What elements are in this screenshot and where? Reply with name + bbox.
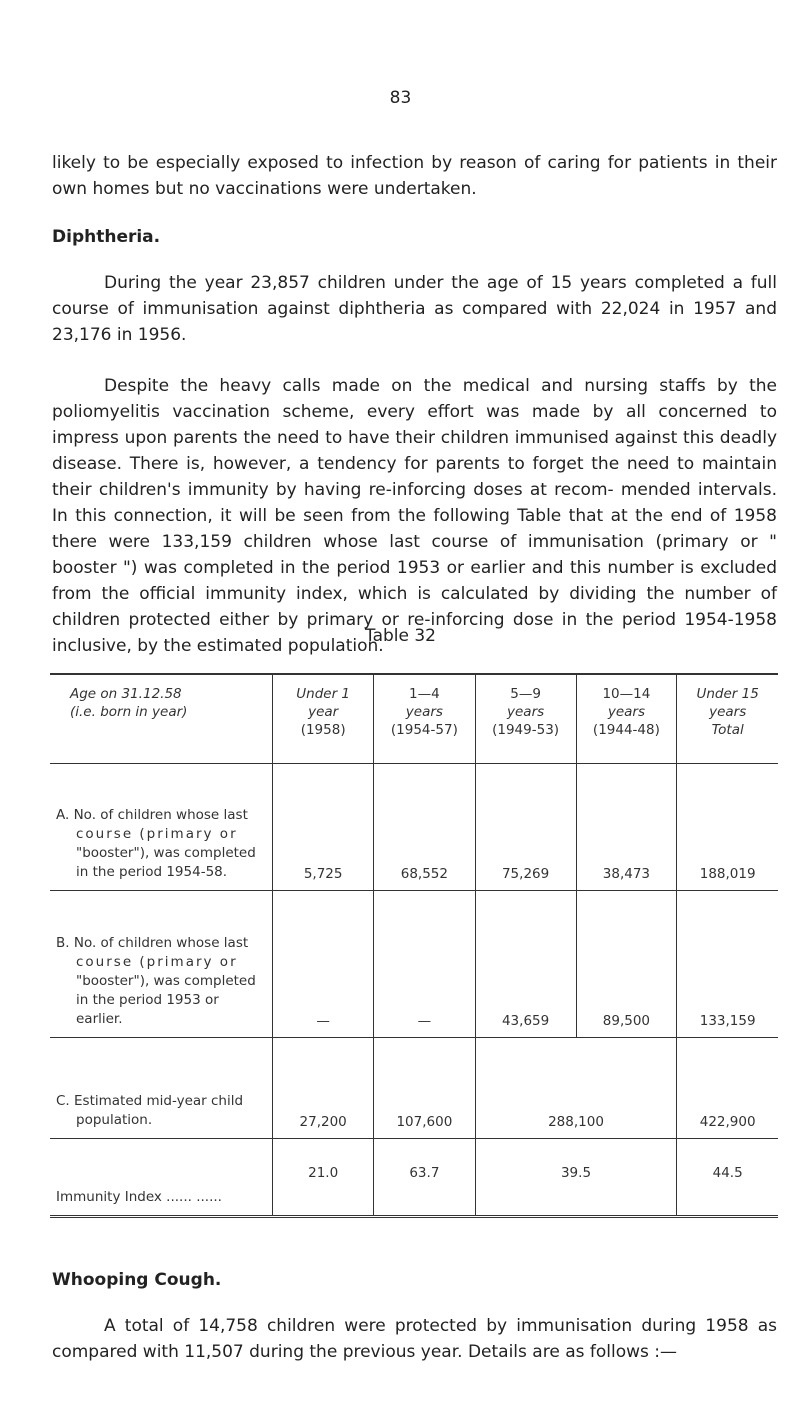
- header-under-15-line3: Total: [711, 722, 744, 738]
- row-c-label-line1: C. Estimated mid-year child: [56, 1093, 244, 1109]
- header-age-line2: (i.e. born in year): [70, 704, 188, 720]
- header-1-4-line2: years: [405, 704, 443, 720]
- intro-paragraph: likely to be especially exposed to infection by reason of caring for patients in their own homes but no vaccinations were undertaken.: [52, 153, 777, 199]
- immunity-table: [50, 673, 778, 1218]
- whooping-cough-heading: Whooping Cough.: [52, 1270, 222, 1290]
- row-b-label-line2: course (primary or: [76, 954, 238, 970]
- table-row-b: [50, 891, 778, 1038]
- row-c-total: 422,900: [677, 1038, 778, 1139]
- row-a-under-1: 5,725: [273, 764, 374, 891]
- table-row-d: [50, 1139, 778, 1217]
- diphtheria-paragraph-2: Despite the heavy calls made on the medical and nursing staffs by the poliomyelitis vaccination scheme, every effort was made by all concerned to impress upon parents the need to have their children immunised against this deadly disease. There is, however, a tendency for parents to forget the need to maintain their children's immunity by having re-inforcing doses at recom- mended intervals. In this connection, it will be seen from the following Table that at the end of 1958 there were 133,159 children whose last course of immunisation (primary or " booster ") was completed in the period 1953 or earlier and this number is excluded from the official immunity index, which is calculated by dividing the number of children protected either by primary or re-inforcing dose in the period 1954-1958 inclusive, by the estimated population.: [52, 376, 777, 656]
- row-d-label: Immunity Index ...... ......: [56, 1189, 222, 1205]
- header-1-4-line3: (1954-57): [390, 722, 458, 738]
- row-b-5-9: 43,659: [475, 891, 576, 1038]
- header-5-9-line3: (1949-53): [492, 722, 560, 738]
- row-b-1-4: —: [374, 891, 476, 1038]
- row-d-5-14: 39.5: [475, 1139, 677, 1217]
- header-age-line1: Age on 31.12.58: [70, 686, 182, 702]
- row-b-label: [50, 891, 273, 1038]
- header-10-14: [576, 674, 677, 764]
- row-c-under-1: 27,200: [273, 1038, 374, 1139]
- row-d-total: 44.5: [677, 1139, 778, 1217]
- header-5-9: [475, 674, 576, 764]
- row-b-total: 133,159: [677, 891, 778, 1038]
- header-1-4: [374, 674, 476, 764]
- whooping-cough-paragraph: A total of 14,758 children were protected by immunisation during 1958 as compared with 11,507 during the previous year. Details are as follows :—: [52, 1316, 777, 1362]
- row-a-total: 188,019: [677, 764, 778, 891]
- header-under-15-total: [677, 674, 778, 764]
- row-a-1-4: 68,552: [374, 764, 476, 891]
- diphtheria-paragraph-1: During the year 23,857 children under the age of 15 years completed a full course of immunisation against diphtheria as compared with 22,024 in 1957 and 23,176 in 1956.: [52, 273, 777, 345]
- row-a-5-9: 75,269: [475, 764, 576, 891]
- row-b-label-line5: earlier.: [76, 1011, 123, 1027]
- row-c-1-4: 107,600: [374, 1038, 476, 1139]
- header-under-1-line2: year: [308, 704, 339, 720]
- table-row-a: [50, 764, 778, 891]
- row-b-label-line3: "booster"), was completed: [76, 973, 256, 989]
- row-c-5-14: 288,100: [475, 1038, 677, 1139]
- row-b-under-1: —: [273, 891, 374, 1038]
- header-10-14-line2: years: [607, 704, 645, 720]
- header-under-1-line3: (1958): [300, 722, 346, 738]
- row-a-label: [50, 764, 273, 891]
- header-under-1: [273, 674, 374, 764]
- header-5-9-line2: years: [507, 704, 545, 720]
- row-d-1-4: 63.7: [374, 1139, 476, 1217]
- header-under-15-line2: years: [709, 704, 747, 720]
- row-b-10-14: 89,500: [576, 891, 677, 1038]
- header-5-9-line1: 5—9: [510, 686, 541, 702]
- header-age: [50, 674, 273, 764]
- diphtheria-heading: Diphtheria.: [52, 227, 161, 247]
- table-title: Table 32: [365, 626, 436, 646]
- row-d-under-1: 21.0: [273, 1139, 374, 1217]
- row-a-10-14: 38,473: [576, 764, 677, 891]
- table-header-row: [50, 674, 778, 764]
- row-a-label-line1: A. No. of children whose last: [56, 807, 248, 823]
- row-c-label-line2: population.: [76, 1112, 153, 1128]
- row-b-label-line1: B. No. of children whose last: [56, 935, 249, 951]
- row-a-label-line2: course (primary or: [76, 826, 238, 842]
- row-b-label-line4: in the period 1953 or: [76, 992, 219, 1008]
- table-row-c: [50, 1038, 778, 1139]
- header-under-15-line1: Under 15: [696, 686, 759, 702]
- header-1-4-line1: 1—4: [409, 686, 440, 702]
- row-a-label-line3: "booster"), was completed: [76, 845, 256, 861]
- row-a-label-line4: in the period 1954-58.: [76, 864, 228, 880]
- row-c-label: [50, 1038, 273, 1139]
- header-10-14-line3: (1944-48): [592, 722, 660, 738]
- page-number: 83: [389, 88, 412, 108]
- header-10-14-line1: 10—14: [602, 686, 651, 702]
- header-under-1-line1: Under 1: [296, 686, 351, 702]
